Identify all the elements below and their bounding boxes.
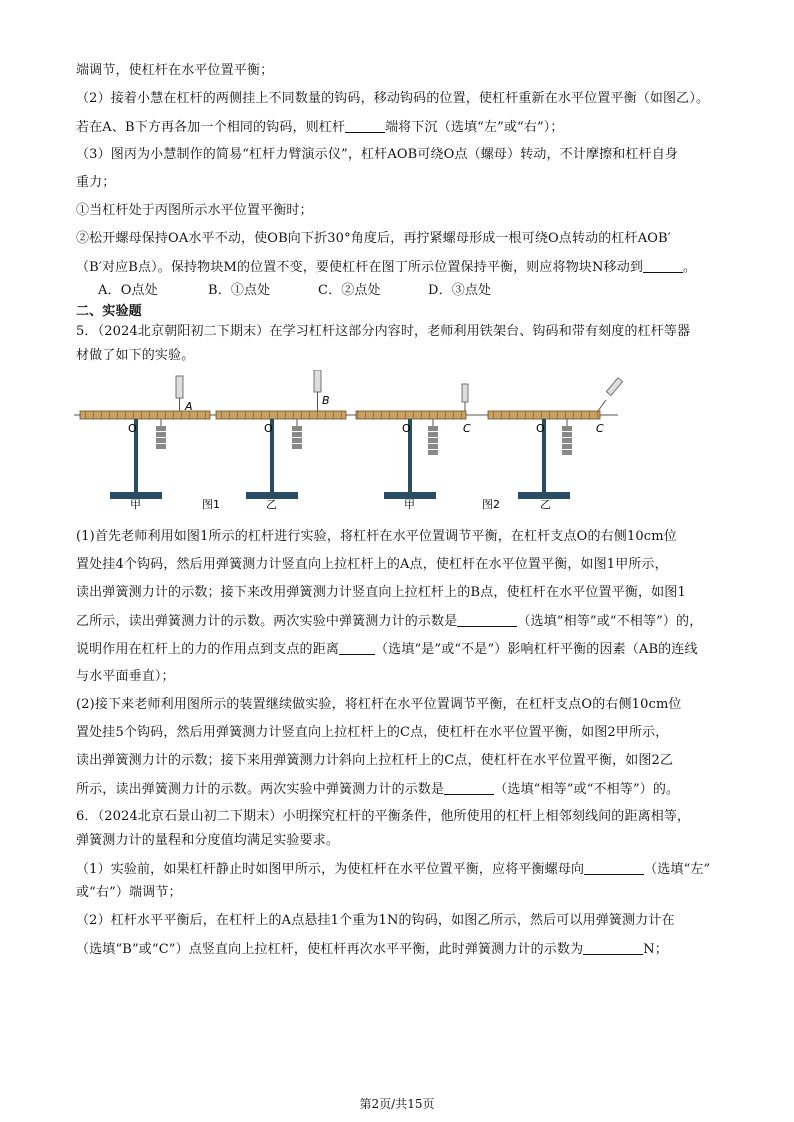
page-footer: 第2页/共15页 bbox=[359, 1097, 435, 1111]
text-segment: 端将下沉（选填“左”或“右”）； bbox=[385, 120, 564, 135]
figure-name: 图2 bbox=[482, 498, 500, 510]
option-b[interactable]: B．①点处 bbox=[208, 283, 271, 298]
answer-blank[interactable] bbox=[583, 940, 643, 955]
option-d[interactable]: D．③点处 bbox=[428, 283, 492, 298]
figure1-jia bbox=[74, 376, 210, 510]
panel-label: 甲 bbox=[404, 498, 415, 510]
option-c[interactable]: C．②点处 bbox=[318, 283, 381, 298]
q5-stem: 材做了如下的实验。 bbox=[76, 348, 195, 363]
q5-p2-line: 置处挂5个钩码，然后用弹簧测力计竖直向上拉杠杆上的C点，使杠杆在水平位置平衡，如图2甲所示， bbox=[76, 725, 669, 740]
panel-label: 乙 bbox=[540, 498, 551, 510]
text-segment: （选填“相等”或“不相等”）的。 bbox=[494, 782, 680, 797]
q5-p2-line: (2)接下来老师利用图所示的装置继续做实验，将杠杆在水平位置调节平衡，在杠杆支点O的右侧10cm位 bbox=[76, 697, 682, 712]
text-segment: （选填“相等”或“不相等”）的， bbox=[517, 614, 703, 629]
answer-blank[interactable] bbox=[643, 258, 683, 273]
q6-line: 或“右”）端调节； bbox=[76, 885, 182, 900]
figure1-yi bbox=[202, 370, 350, 510]
point-label-a: A bbox=[185, 400, 193, 413]
text-segment: 。 bbox=[683, 260, 697, 275]
text-segment: 若在A、B下方再各加一个相同的钩码，则杠杆 bbox=[76, 120, 346, 135]
q5-p1-line bbox=[76, 640, 736, 659]
text-segment: （选填“是”或“不是”）影响杠杆平衡的因素（AB的连线 bbox=[375, 642, 698, 657]
text-line: 重力； bbox=[76, 175, 116, 190]
figure2-yi bbox=[482, 378, 623, 510]
text-segment: N； bbox=[643, 942, 668, 957]
q5-p1-line: 置处挂4个钩码，然后用弹簧测力计竖直向上拉杠杆上的A点，使杠杆在水平位置平衡，如图1甲所示， bbox=[76, 557, 668, 572]
q6-line: 6．（2024北京石景山初二下期末）小明探究杠杆的平衡条件，他所使用的杠杆上相邻刻线间的距离相等， bbox=[76, 809, 691, 824]
q5-p1-line: 读出弹簧测力计的示数；接下来改用弹簧测力计竖直向上拉杠杆上的B点，使杠杆在水平位置平衡，如图1 bbox=[76, 585, 686, 600]
text-line: （3）图丙为小慧制作的简易“杠杆力臂演示仪”，杠杆AOB可绕O点（螺母）转动，不计摩擦和杠杆自身 bbox=[76, 147, 679, 162]
answer-blank[interactable] bbox=[345, 118, 385, 133]
text-segment: 所示，读出弹簧测力计的示数。两次实验中弹簧测力计的示数是 bbox=[76, 782, 445, 797]
q5-p2-line: 读出弹簧测力计的示数；接下来用弹簧测力计斜向上拉杠杆上的C点，使杠杆在水平位置平衡，如图2乙 bbox=[76, 753, 674, 768]
q5-stem: 5．（2024北京朝阳初二下期末）在学习杠杆这部分内容时，老师利用铁架台、钩码和带有刻度的杠杆等器 bbox=[76, 324, 691, 339]
text-line: 端调节，使杠杆在水平位置平衡； bbox=[76, 63, 274, 78]
answer-blank[interactable] bbox=[339, 640, 375, 655]
q6-line bbox=[76, 860, 736, 879]
answer-blank[interactable] bbox=[584, 860, 644, 875]
text-line bbox=[76, 258, 736, 277]
options-row bbox=[98, 282, 758, 300]
text-segment: 说明作用在杠杆上的力的作用点到支点的距离 bbox=[76, 642, 340, 657]
q5-p2-line bbox=[76, 780, 736, 799]
q6-line: （2）杠杆水平平衡后，在杠杆上的A点悬挂1个重为1N的钩码，如图乙所示，然后可以用弹簧测力计在 bbox=[76, 913, 675, 928]
option-a[interactable]: A．O点处 bbox=[98, 283, 158, 298]
point-label-o: O bbox=[536, 422, 545, 435]
point-label-o: O bbox=[128, 422, 137, 435]
q5-p1-line: (1)首先老师利用如图1所示的杠杆进行实验，将杠杆在水平位置调节平衡，在杠杆支点O的右侧10cm位 bbox=[76, 529, 677, 544]
panel-label: 甲 bbox=[130, 498, 141, 510]
text-line bbox=[76, 118, 736, 137]
lever-experiment-figure bbox=[70, 370, 720, 510]
point-label-o: O bbox=[264, 422, 273, 435]
text-segment: 乙所示，读出弹簧测力计的示数。两次实验中弹簧测力计的示数是 bbox=[76, 614, 458, 629]
answer-blank[interactable] bbox=[457, 612, 517, 627]
q5-p1-line bbox=[76, 612, 736, 631]
text-segment: （选填“B”或“C”）点竖直向上拉杠杆，使杠杆再次水平平衡，此时弹簧测力计的示数为 bbox=[76, 942, 584, 957]
panel-label: 乙 bbox=[266, 498, 277, 510]
text-segment: （选填“左” bbox=[644, 862, 711, 877]
answer-blank[interactable] bbox=[444, 780, 494, 795]
point-label-c: C bbox=[463, 422, 471, 435]
text-line: ②松开螺母保持OA水平不动，使OB向下折30°角度后，再拧紧螺母形成一根可绕O点转动的杠杆AOB′ bbox=[76, 231, 671, 246]
figure2-jia bbox=[350, 384, 482, 510]
text-segment: （B′对应B点）。保持物块M的位置不变，要使杠杆在图丁所示位置保持平衡，则应将物块N移动到 bbox=[76, 260, 643, 275]
q5-p1-line: 与水平面垂直）； bbox=[76, 669, 175, 684]
text-line: （2）接着小慧在杠杆的两侧挂上不同数量的钩码，移动钩码的位置，使杠杆重新在水平位置平衡（如图乙）。 bbox=[76, 91, 710, 106]
q6-line bbox=[76, 940, 736, 959]
text-line: ①当杠杆处于丙图所示水平位置平衡时； bbox=[76, 203, 313, 218]
point-label-c: C bbox=[596, 422, 604, 435]
section-title: 二、实验题 bbox=[76, 304, 142, 319]
point-label-o: O bbox=[402, 422, 411, 435]
point-label-b: B bbox=[322, 394, 330, 407]
q6-line: 弹簧测力计的量程和分度值均满足实验要求。 bbox=[76, 833, 340, 848]
figure-name: 图1 bbox=[202, 498, 220, 510]
text-segment: （1）实验前，如果杠杆静止时如图甲所示，为使杠杆在水平位置平衡，应将平衡螺母向 bbox=[76, 862, 585, 877]
